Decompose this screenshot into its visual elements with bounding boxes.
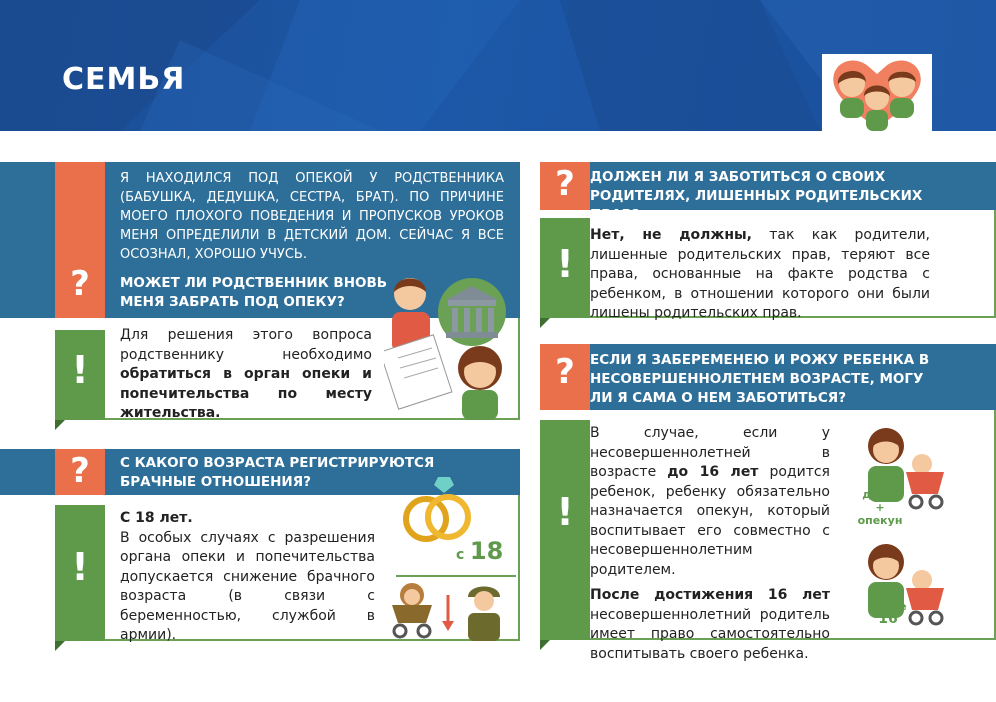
card-parents-care bbox=[540, 162, 996, 322]
answer-text bbox=[120, 326, 372, 424]
answer-icon: ! bbox=[540, 218, 590, 318]
question-icon: ? bbox=[55, 449, 105, 505]
answer-icon: ! bbox=[55, 330, 105, 420]
question-text: ЕСЛИ Я ЗАБЕРЕМЕНЕЮ И РОЖУ РЕБЕНКА В НЕСОВЕРШЕННОЛЕТНЕМ ВОЗРАСТЕ, МОГУ ЛИ Я САМА О НЕМ ЗАБОТИТЬСЯ? bbox=[590, 352, 930, 406]
answer-plain: так как родители, лишенные родительских прав, теряют все права, основанные на факте родства с ребенком, в отношении которого они были лишены родительских прав. bbox=[590, 227, 930, 321]
family-icon bbox=[822, 54, 932, 131]
card-underage-parent bbox=[540, 344, 996, 662]
question-icon: ? bbox=[55, 162, 105, 330]
answer-plain: В особых случаях с разрешения органа опеки и попечительства допускается снижение брачного возраста (в связи с беременностью, службой в армии). bbox=[120, 529, 375, 643]
answer-icon: ! bbox=[540, 420, 590, 640]
question-icon: ? bbox=[540, 344, 590, 420]
situation-text: Я НАХОДИЛСЯ ПОД ОПЕКОЙ У РОДСТВЕННИКА (БАБУШКА, ДЕДУШКА, СЕСТРА, БРАТ). ПО ПРИЧИНЕ МОЕГО ПЛОХОГО ПОВЕДЕНИЯ И ПРОПУСКОВ УРОКОВ МЕНЯ ОПРЕДЕЛИЛИ В ДЕТСКИЙ ДОМ. СЕЙЧАС Я ВСЕ ОСОЗНАЛ, ХОРОШО УЧУСЬ. bbox=[120, 171, 504, 262]
guardianship-illustration bbox=[384, 272, 514, 428]
answer-bold: Нет, не должны, bbox=[590, 227, 752, 243]
age-label: с 18 bbox=[456, 537, 504, 565]
question-text: ДОЛЖЕН ЛИ Я ЗАБОТИТЬСЯ О СВОИХ РОДИТЕЛЯХ, ЛИШЕННЫХ РОДИТЕЛЬСКИХ bbox=[590, 169, 923, 204]
divider-line bbox=[396, 575, 516, 577]
answer-text bbox=[590, 226, 930, 324]
stroller-soldier-icon bbox=[388, 581, 508, 641]
question-text: С КАКОГО ВОЗРАСТА РЕГИСТРИРУЮТСЯ БРАЧНЫЕ ОТНОШЕНИЯ? bbox=[120, 455, 435, 490]
answer-bold: обратиться в орган опеки и попечительства по месту жительства. bbox=[120, 366, 372, 421]
label-after-16: после 16 bbox=[869, 600, 907, 627]
answer-icon: ! bbox=[55, 505, 105, 641]
card-marriage-age bbox=[0, 449, 520, 649]
answer-text bbox=[590, 424, 830, 664]
answer-plain: Для решения этого вопроса родственнику необходимо bbox=[120, 327, 372, 363]
question-icon: ? bbox=[540, 162, 590, 218]
answer-paragraph-2: После достижения 16 лет несовершеннолетний родитель имеет право самостоятельно воспитывать своего ребенка. bbox=[590, 587, 830, 662]
question-text: МОЖЕТ ЛИ РОДСТВЕННИК ВНОВЬ МЕНЯ ЗАБРАТЬ ПОД ОПЕКУ? bbox=[120, 275, 388, 310]
answer-paragraph-1: В случае, если у несовершеннолетней в возрасте до 16 лет родится ребенок, ребенку обязательно назначается опекун, который воспитывает его совместно с несовершеннолетним родителем. bbox=[590, 425, 830, 578]
label-under-16: до 16 + опекун bbox=[857, 488, 903, 527]
answer-text bbox=[120, 509, 375, 646]
answer-bold: С 18 лет. bbox=[120, 510, 193, 526]
card-relative-guardianship bbox=[0, 162, 520, 428]
page-title: СЕМЬЯ bbox=[62, 62, 186, 97]
